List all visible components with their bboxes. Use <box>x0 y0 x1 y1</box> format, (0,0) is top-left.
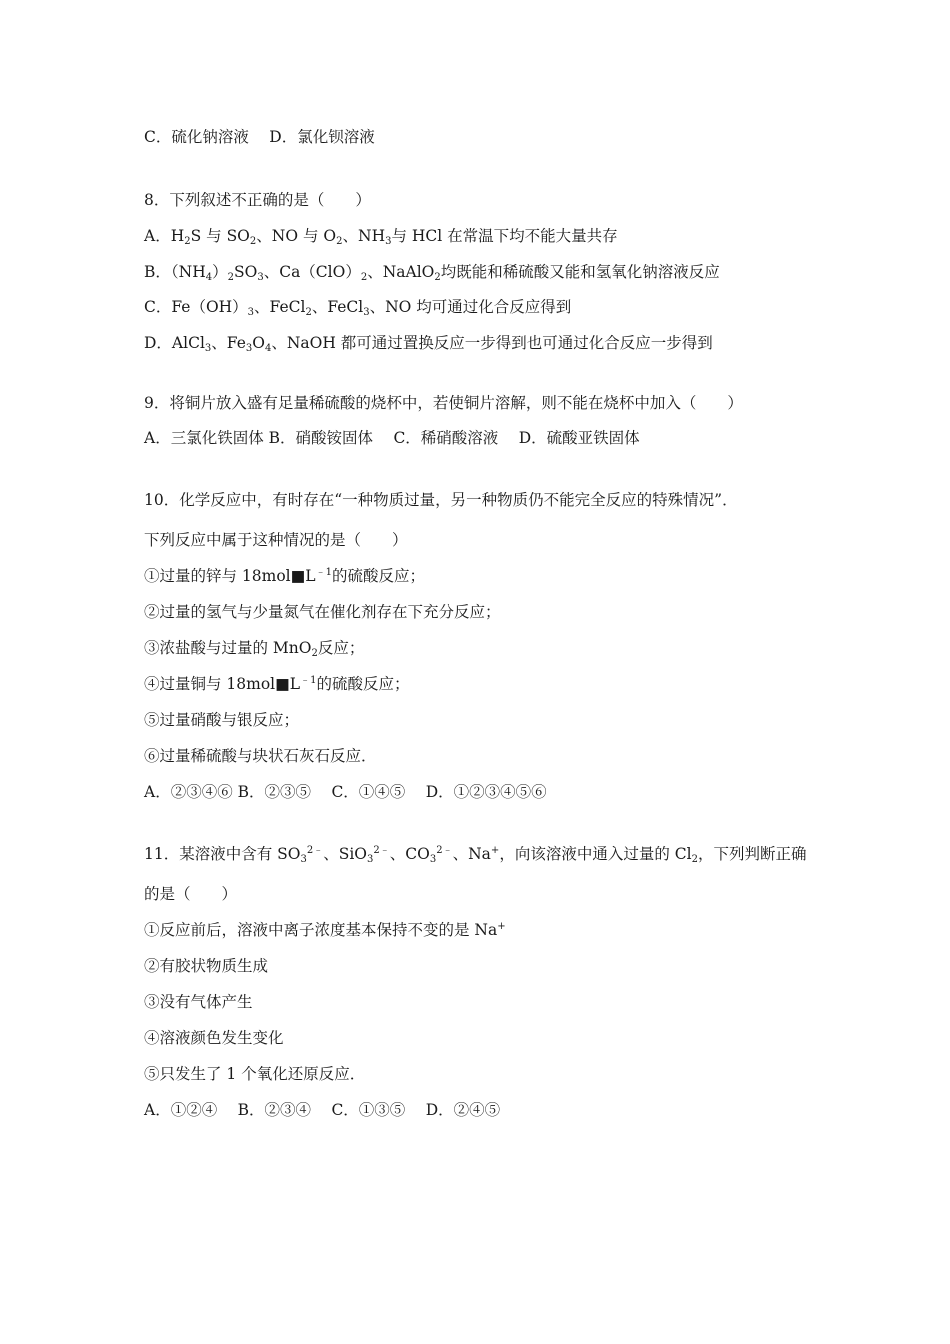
question-8-option-a: A．$H_2S$ 与 $SO_2$、NO 与 $O_2$、$NH_3$与 HCl 在常温下均不能大量共存 <box>144 227 618 247</box>
question-10-stem-line1: 10．化学反应中，有时存在“一种物质过量，另一种物质仍不能完全反应的特殊情况”． <box>144 491 738 509</box>
question-11-item-2: ②有胶状物质生成 <box>144 957 269 975</box>
question-8-stem: 8．下列叙述不正确的是（ ） <box>144 191 371 209</box>
prev-question-options: C．硫化钠溶液 D．氯化钡溶液 <box>144 128 375 146</box>
question-11-item-3: ③没有气体产生 <box>144 993 253 1011</box>
question-10-item-3: ③浓盐酸与过量的 MnO$_2$反应； <box>144 639 365 659</box>
question-8-option-b: B．$(NH_4)_2SO_3$、$Ca(ClO)_2$、NaAlO$_2$均既能和稀硫酸又能和氢氧化钠溶液反应 <box>144 263 720 283</box>
question-9-stem: 9．将铜片放入盛有足量稀硫酸的烧杯中，若使铜片溶解，则不能在烧杯中加入（ ） <box>144 394 743 412</box>
question-10-item-6: ⑥过量稀硫酸与块状石灰石反应． <box>144 747 377 765</box>
question-10-item-2: ②过量的氢气与少量氮气在催化剂存在下充分反应； <box>144 603 501 621</box>
question-11-item-5: ⑤只发生了 1 个氧化还原反应． <box>144 1065 366 1083</box>
question-11-item-4: ④溶液颜色发生变化 <box>144 1029 284 1047</box>
question-9-options: A．三氯化铁固体 B．硝酸铵固体 C．稀硝酸溶液 D．硫酸亚铁固体 <box>144 429 640 447</box>
question-10-options: A．②③④⑥ B．②③⑤ C．①④⑤ D．①②③④⑤⑥ <box>144 783 547 801</box>
question-10-item-4: ④过量铜与 $18mol■L^{﹣1}$的硫酸反应； <box>144 675 410 693</box>
question-11-stem-line1: 11．某溶液中含有 $SO_3^{2﹣}$、SiO$_3^{2﹣}$、$CO_3^{2﹣}$、Na+，向该溶液中通入过量的 $Cl_2$，下列判断正确 <box>144 845 807 865</box>
question-8-option-d: D．AlCl$_3$、$Fe_3O_4$、NaOH 都可通过置换反应一步得到也可通过化合反应一步得到 <box>144 334 713 354</box>
question-10-item-1: ①过量的锌与 $18mol■L^{﹣1}$的硫酸反应； <box>144 567 425 585</box>
question-10-item-5: ⑤过量硝酸与银反应； <box>144 711 300 729</box>
question-11-options: A．①②④ B．②③④ C．①③⑤ D．②④⑤ <box>144 1101 501 1119</box>
question-8-option-c: C．$Fe(OH)_3$、FeCl$_2$、FeCl$_3$、NO 均可通过化合反应得到 <box>144 298 572 318</box>
question-11-item-1: ①反应前后，溶液中离子浓度基本保持不变的是 Na+ <box>144 921 506 939</box>
question-10-stem-line2: 下列反应中属于这种情况的是（ ） <box>144 531 408 549</box>
question-11-stem-line2: 的是（ ） <box>144 885 238 903</box>
